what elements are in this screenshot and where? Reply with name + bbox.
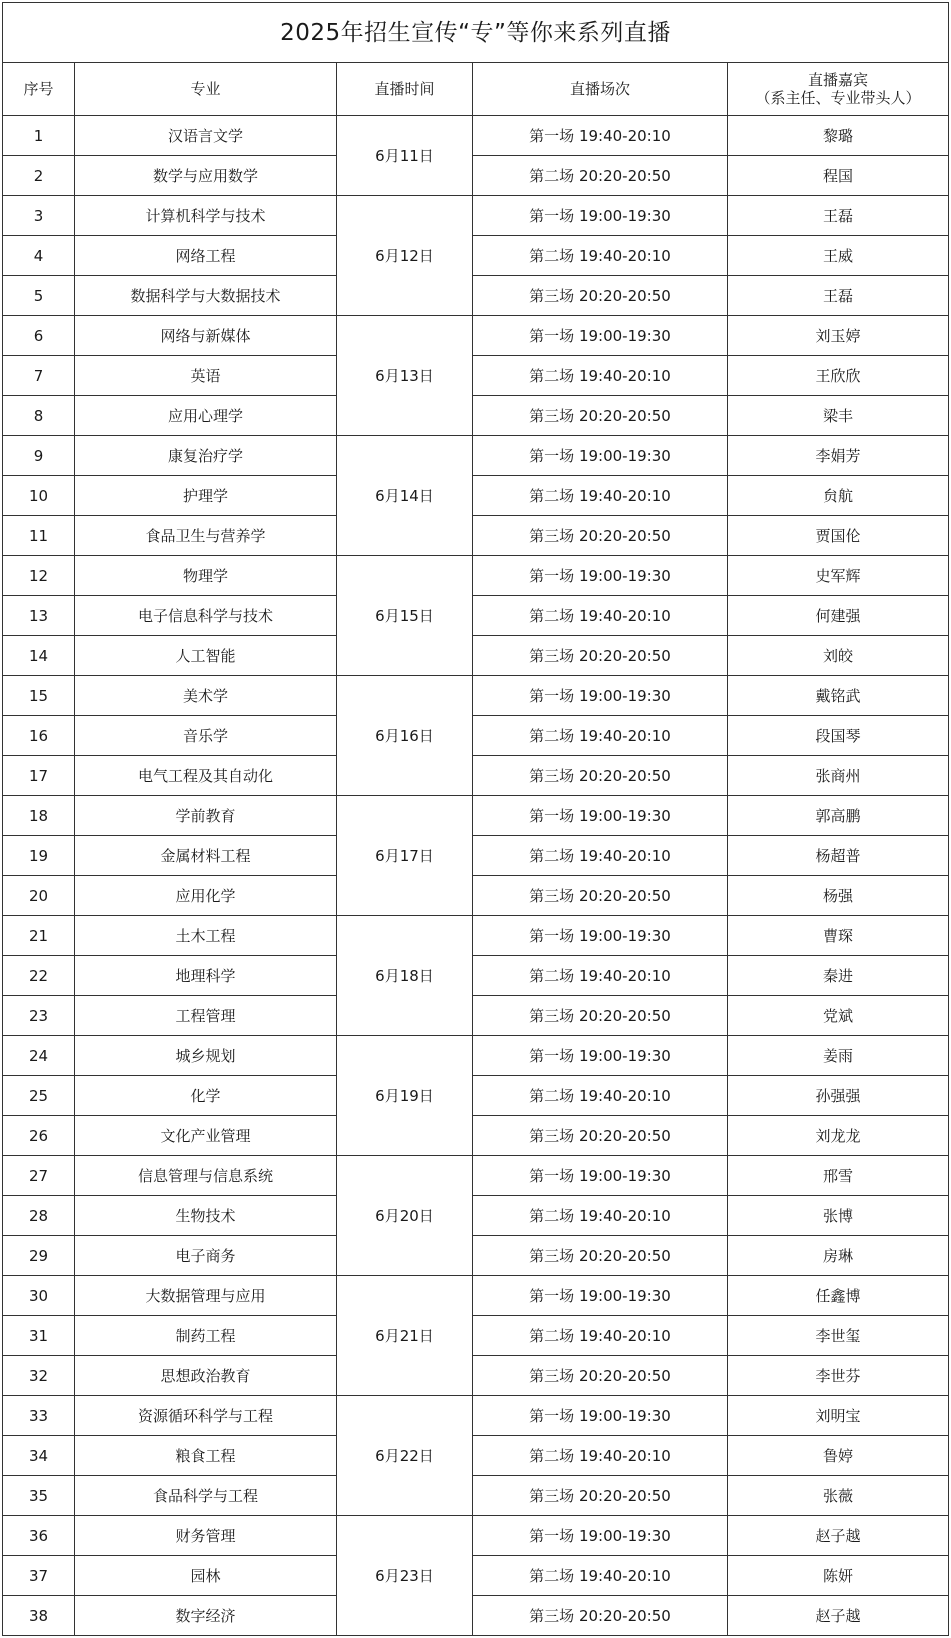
session-time: 第三场 20:20-20:50 <box>473 1116 728 1156</box>
guest-name: 黎璐 <box>728 116 949 156</box>
row-number: 26 <box>3 1116 75 1156</box>
broadcast-date: 6月21日 <box>337 1276 473 1396</box>
header-major: 专业 <box>75 63 337 116</box>
broadcast-date: 6月11日 <box>337 116 473 196</box>
major-name: 人工智能 <box>75 636 337 676</box>
session-time: 第二场 19:40-20:10 <box>473 1196 728 1236</box>
guest-name: 刘明宝 <box>728 1396 949 1436</box>
table-row <box>3 876 949 916</box>
major-name: 粮食工程 <box>75 1436 337 1476</box>
title-row <box>3 3 949 63</box>
table-row <box>3 396 949 436</box>
row-number: 20 <box>3 876 75 916</box>
guest-name: 陈妍 <box>728 1556 949 1596</box>
guest-name: 王欣欣 <box>728 356 949 396</box>
row-number: 5 <box>3 276 75 316</box>
broadcast-date: 6月14日 <box>337 436 473 556</box>
row-number: 30 <box>3 1276 75 1316</box>
row-number: 34 <box>3 1436 75 1476</box>
table-row <box>3 236 949 276</box>
header-session: 直播场次 <box>473 63 728 116</box>
table-row <box>3 1076 949 1116</box>
broadcast-date: 6月13日 <box>337 316 473 436</box>
guest-name: 段国琴 <box>728 716 949 756</box>
table-row <box>3 716 949 756</box>
major-name: 食品科学与工程 <box>75 1476 337 1516</box>
session-time: 第三场 20:20-20:50 <box>473 1236 728 1276</box>
row-number: 36 <box>3 1516 75 1556</box>
session-time: 第三场 20:20-20:50 <box>473 276 728 316</box>
table-row <box>3 1316 949 1356</box>
major-name: 电气工程及其自动化 <box>75 756 337 796</box>
guest-name: 张商州 <box>728 756 949 796</box>
session-time: 第一场 19:00-19:30 <box>473 916 728 956</box>
table-row <box>3 796 949 836</box>
row-number: 16 <box>3 716 75 756</box>
major-name: 学前教育 <box>75 796 337 836</box>
guest-name: 房琳 <box>728 1236 949 1276</box>
guest-name: 张薇 <box>728 1476 949 1516</box>
row-number: 32 <box>3 1356 75 1396</box>
major-name: 应用心理学 <box>75 396 337 436</box>
broadcast-date: 6月22日 <box>337 1396 473 1516</box>
row-number: 19 <box>3 836 75 876</box>
table-row <box>3 1356 949 1396</box>
header-date: 直播时间 <box>337 63 473 116</box>
major-name: 财务管理 <box>75 1516 337 1556</box>
table-row <box>3 1196 949 1236</box>
session-time: 第一场 19:00-19:30 <box>473 556 728 596</box>
row-number: 14 <box>3 636 75 676</box>
major-name: 文化产业管理 <box>75 1116 337 1156</box>
row-number: 6 <box>3 316 75 356</box>
row-number: 9 <box>3 436 75 476</box>
session-time: 第三场 20:20-20:50 <box>473 636 728 676</box>
table-row <box>3 276 949 316</box>
guest-name: 贾国伦 <box>728 516 949 556</box>
session-time: 第三场 20:20-20:50 <box>473 396 728 436</box>
session-time: 第一场 19:00-19:30 <box>473 1396 728 1436</box>
major-name: 网络工程 <box>75 236 337 276</box>
guest-name: 孙强强 <box>728 1076 949 1116</box>
guest-name: 姜雨 <box>728 1036 949 1076</box>
session-time: 第二场 19:40-20:10 <box>473 356 728 396</box>
session-time: 第二场 19:40-20:10 <box>473 476 728 516</box>
broadcast-date: 6月17日 <box>337 796 473 916</box>
guest-name: 李娟芳 <box>728 436 949 476</box>
major-name: 数学与应用数学 <box>75 156 337 196</box>
row-number: 35 <box>3 1476 75 1516</box>
schedule-sheet <box>2 2 949 1636</box>
guest-name: 史军辉 <box>728 556 949 596</box>
session-time: 第二场 19:40-20:10 <box>473 236 728 276</box>
guest-name: 梁丰 <box>728 396 949 436</box>
major-name: 计算机科学与技术 <box>75 196 337 236</box>
guest-name: 张博 <box>728 1196 949 1236</box>
session-time: 第三场 20:20-20:50 <box>473 1596 728 1636</box>
session-time: 第三场 20:20-20:50 <box>473 1476 728 1516</box>
session-time: 第三场 20:20-20:50 <box>473 876 728 916</box>
session-time: 第一场 19:00-19:30 <box>473 676 728 716</box>
session-time: 第二场 20:20-20:50 <box>473 156 728 196</box>
major-name: 信息管理与信息系统 <box>75 1156 337 1196</box>
header-guest-title: 直播嘉宾 <box>807 71 868 89</box>
guest-name: 王磊 <box>728 196 949 236</box>
major-name: 工程管理 <box>75 996 337 1036</box>
major-name: 电子信息科学与技术 <box>75 596 337 636</box>
major-name: 英语 <box>75 356 337 396</box>
table-row <box>3 756 949 796</box>
guest-name: 戴铭武 <box>728 676 949 716</box>
session-time: 第三场 20:20-20:50 <box>473 1356 728 1396</box>
major-name: 康复治疗学 <box>75 436 337 476</box>
table-row <box>3 556 949 596</box>
table-row <box>3 116 949 156</box>
table-row <box>3 916 949 956</box>
session-time: 第一场 19:00-19:30 <box>473 1156 728 1196</box>
row-number: 10 <box>3 476 75 516</box>
major-name: 电子商务 <box>75 1236 337 1276</box>
broadcast-date: 6月20日 <box>337 1156 473 1276</box>
table-row <box>3 1596 949 1636</box>
major-name: 园林 <box>75 1556 337 1596</box>
session-time: 第二场 19:40-20:10 <box>473 1556 728 1596</box>
major-name: 应用化学 <box>75 876 337 916</box>
guest-name: 党斌 <box>728 996 949 1036</box>
major-name: 化学 <box>75 1076 337 1116</box>
table-row <box>3 1436 949 1476</box>
major-name: 制药工程 <box>75 1316 337 1356</box>
row-number: 27 <box>3 1156 75 1196</box>
row-number: 33 <box>3 1396 75 1436</box>
table-row <box>3 1116 949 1156</box>
guest-name: 刘玉婷 <box>728 316 949 356</box>
table-row <box>3 1156 949 1196</box>
row-number: 4 <box>3 236 75 276</box>
table-row <box>3 636 949 676</box>
guest-name: 李世玺 <box>728 1316 949 1356</box>
table-row <box>3 1396 949 1436</box>
schedule-table <box>2 2 949 1636</box>
guest-name: 郭高鹏 <box>728 796 949 836</box>
row-number: 3 <box>3 196 75 236</box>
table-row <box>3 1236 949 1276</box>
session-time: 第三场 20:20-20:50 <box>473 996 728 1036</box>
guest-name: 赵子越 <box>728 1516 949 1556</box>
row-number: 15 <box>3 676 75 716</box>
table-row <box>3 836 949 876</box>
table-row <box>3 1476 949 1516</box>
broadcast-date: 6月15日 <box>337 556 473 676</box>
major-name: 食品卫生与营养学 <box>75 516 337 556</box>
header-guest <box>728 63 949 116</box>
table-row <box>3 596 949 636</box>
major-name: 地理科学 <box>75 956 337 996</box>
row-number: 17 <box>3 756 75 796</box>
guest-name: 杨强 <box>728 876 949 916</box>
major-name: 美术学 <box>75 676 337 716</box>
table-row <box>3 156 949 196</box>
major-name: 大数据管理与应用 <box>75 1276 337 1316</box>
table-row <box>3 196 949 236</box>
row-number: 8 <box>3 396 75 436</box>
row-number: 22 <box>3 956 75 996</box>
session-time: 第一场 19:40-20:10 <box>473 116 728 156</box>
row-number: 21 <box>3 916 75 956</box>
table-row <box>3 996 949 1036</box>
guest-name: 贠航 <box>728 476 949 516</box>
row-number: 11 <box>3 516 75 556</box>
table-row <box>3 316 949 356</box>
major-name: 思想政治教育 <box>75 1356 337 1396</box>
row-number: 18 <box>3 796 75 836</box>
guest-name: 赵子越 <box>728 1596 949 1636</box>
row-number: 38 <box>3 1596 75 1636</box>
session-time: 第二场 19:40-20:10 <box>473 1436 728 1476</box>
major-name: 城乡规划 <box>75 1036 337 1076</box>
header-guest-note: （系主任、专业带头人） <box>755 89 921 107</box>
table-title: 2025年招生宣传“专”等你来系列直播 <box>3 3 949 63</box>
major-name: 数字经济 <box>75 1596 337 1636</box>
broadcast-date: 6月18日 <box>337 916 473 1036</box>
guest-name: 曹琛 <box>728 916 949 956</box>
row-number: 29 <box>3 1236 75 1276</box>
session-time: 第一场 19:00-19:30 <box>473 316 728 356</box>
table-row <box>3 436 949 476</box>
row-number: 31 <box>3 1316 75 1356</box>
session-time: 第三场 20:20-20:50 <box>473 756 728 796</box>
table-row <box>3 676 949 716</box>
row-number: 2 <box>3 156 75 196</box>
major-name: 数据科学与大数据技术 <box>75 276 337 316</box>
header-no: 序号 <box>3 63 75 116</box>
row-number: 24 <box>3 1036 75 1076</box>
session-time: 第二场 19:40-20:10 <box>473 1316 728 1356</box>
header-row <box>3 63 949 116</box>
row-number: 12 <box>3 556 75 596</box>
guest-name: 任鑫博 <box>728 1276 949 1316</box>
session-time: 第二场 19:40-20:10 <box>473 836 728 876</box>
table-row <box>3 476 949 516</box>
guest-name: 秦进 <box>728 956 949 996</box>
table-row <box>3 1036 949 1076</box>
table-row <box>3 1556 949 1596</box>
guest-name: 程国 <box>728 156 949 196</box>
table-row <box>3 516 949 556</box>
table-row <box>3 1276 949 1316</box>
broadcast-date: 6月12日 <box>337 196 473 316</box>
session-time: 第一场 19:00-19:30 <box>473 1516 728 1556</box>
row-number: 28 <box>3 1196 75 1236</box>
broadcast-date: 6月16日 <box>337 676 473 796</box>
major-name: 音乐学 <box>75 716 337 756</box>
session-time: 第一场 19:00-19:30 <box>473 196 728 236</box>
major-name: 生物技术 <box>75 1196 337 1236</box>
broadcast-date: 6月23日 <box>337 1516 473 1636</box>
row-number: 25 <box>3 1076 75 1116</box>
row-number: 1 <box>3 116 75 156</box>
table-row <box>3 1516 949 1556</box>
major-name: 金属材料工程 <box>75 836 337 876</box>
guest-name: 邢雪 <box>728 1156 949 1196</box>
table-row <box>3 356 949 396</box>
guest-name: 何建强 <box>728 596 949 636</box>
major-name: 护理学 <box>75 476 337 516</box>
major-name: 资源循环科学与工程 <box>75 1396 337 1436</box>
major-name: 物理学 <box>75 556 337 596</box>
guest-name: 李世芬 <box>728 1356 949 1396</box>
guest-name: 刘龙龙 <box>728 1116 949 1156</box>
session-time: 第二场 19:40-20:10 <box>473 716 728 756</box>
session-time: 第一场 19:00-19:30 <box>473 1036 728 1076</box>
row-number: 23 <box>3 996 75 1036</box>
row-number: 7 <box>3 356 75 396</box>
guest-name: 鲁婷 <box>728 1436 949 1476</box>
session-time: 第三场 20:20-20:50 <box>473 516 728 556</box>
session-time: 第一场 19:00-19:30 <box>473 796 728 836</box>
major-name: 网络与新媒体 <box>75 316 337 356</box>
broadcast-date: 6月19日 <box>337 1036 473 1156</box>
session-time: 第二场 19:40-20:10 <box>473 956 728 996</box>
guest-name: 刘皎 <box>728 636 949 676</box>
guest-name: 杨超普 <box>728 836 949 876</box>
session-time: 第二场 19:40-20:10 <box>473 1076 728 1116</box>
schedule-body <box>3 116 949 1636</box>
guest-name: 王磊 <box>728 276 949 316</box>
session-time: 第二场 19:40-20:10 <box>473 596 728 636</box>
row-number: 37 <box>3 1556 75 1596</box>
major-name: 土木工程 <box>75 916 337 956</box>
row-number: 13 <box>3 596 75 636</box>
guest-name: 王威 <box>728 236 949 276</box>
table-row <box>3 956 949 996</box>
session-time: 第一场 19:00-19:30 <box>473 1276 728 1316</box>
session-time: 第一场 19:00-19:30 <box>473 436 728 476</box>
major-name: 汉语言文学 <box>75 116 337 156</box>
